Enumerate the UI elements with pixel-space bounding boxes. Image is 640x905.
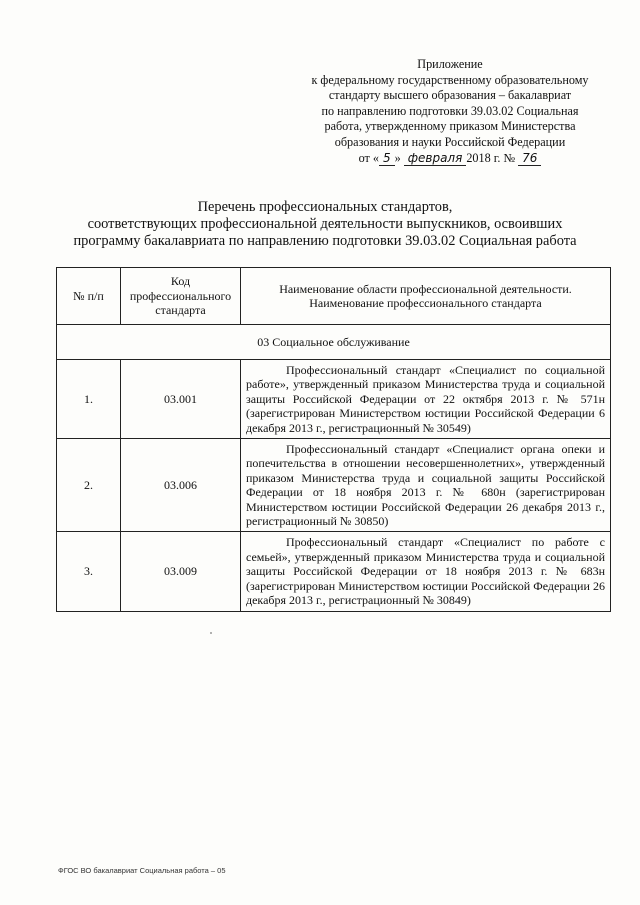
row-description: Профессиональный стандарт «Специалист по работе с семьей», утвержденный приказом Министерства труда и социальной защиты Российской Федерации от 18 ноября 2013 г. № 683н (зарегистрирован Министерством юстиции Российской Федерации 26 декабря 2013 г., регистрационный № 30849): [241, 532, 611, 611]
table-row: [57, 532, 611, 611]
row-code: 03.006: [121, 439, 241, 532]
appendix-line: по направлению подготовки 39.03.02 Социальная: [321, 103, 579, 118]
appendix-header: [290, 57, 610, 166]
row-num: 3.: [57, 532, 121, 611]
row-num: 2.: [57, 439, 121, 532]
section-title: 03 Социальное обслуживание: [57, 325, 611, 360]
document-title: [40, 199, 610, 251]
section-row: [57, 325, 611, 360]
order-date-line: [290, 151, 610, 167]
appendix-line: к федеральному государственному образовательному: [311, 72, 589, 87]
appendix-line: работа, утвержденному приказом Министерства: [324, 119, 576, 134]
row-num: 1.: [57, 360, 121, 439]
row-description: Профессиональный стандарт «Специалист по социальной работе», утвержденный приказом Министерства труда и социальной защиты Российской Федерации от 22 октября 2013 г. № 571н (зарегистрирован Министерством юстиции Российской Федерации 6 декабря 2013 г., регистрационный № 30549): [241, 360, 611, 439]
header-name: Наименование области профессиональной деятельности. Наименование профессионального стандарта: [241, 268, 611, 325]
header-code: Код профессионального стандарта: [121, 268, 241, 325]
title-line: программу бакалавриата по направлению подготовки 39.03.02 Социальная работа: [73, 233, 577, 250]
date-year: 2018 г. №: [466, 150, 516, 165]
row-description: Профессиональный стандарт «Специалист органа опеки и попечительства в отношении несовершеннолетних», утвержденный приказом Министерства труда и социальной защиты Российской Федерации от 18 ноября 2013 г. № 680н (зарегистрирован Министерством юстиции Российской Федерации 26 декабря 2013 г., регистрационный № 30850): [241, 439, 611, 532]
header-num: № п/п: [57, 268, 121, 325]
page-footer: ФГОС ВО бакалавриат Социальная работа – 05: [58, 866, 226, 875]
row-code: 03.009: [121, 532, 241, 611]
row-code: 03.001: [121, 360, 241, 439]
table-row: [57, 360, 611, 439]
standards-table: [56, 267, 611, 612]
title-line: соответствующих профессиональной деятельности выпускников, освоивших: [87, 216, 563, 233]
appendix-line: Приложение: [417, 57, 483, 71]
appendix-line: образования и науки Российской Федерации: [334, 134, 566, 149]
title-line: Перечень профессиональных стандартов,: [197, 199, 453, 215]
order-number-handwritten: 76: [518, 152, 541, 166]
date-mid: »: [394, 150, 401, 165]
date-month-handwritten: февраля: [404, 152, 467, 166]
date-prefix: от «: [358, 150, 379, 165]
table-row: [57, 439, 611, 532]
table-header-row: [57, 268, 611, 325]
appendix-line: стандарту высшего образования – бакалавриат: [328, 88, 572, 103]
scan-speck: [210, 632, 212, 634]
date-day-handwritten: 5: [379, 152, 395, 166]
